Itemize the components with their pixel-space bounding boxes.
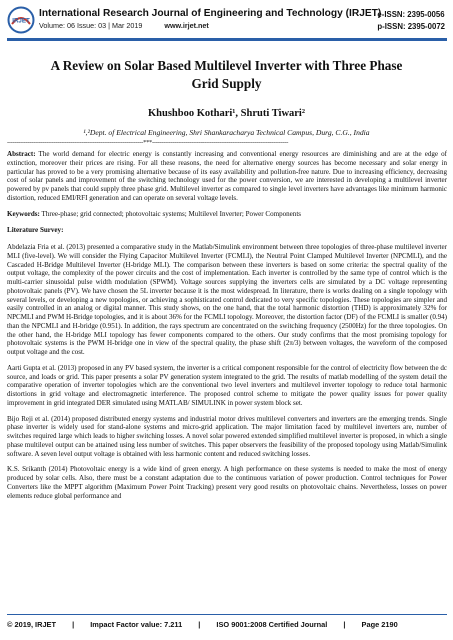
journal-header (7, 6, 447, 36)
header-rule (7, 38, 447, 41)
volume-info: Volume: 06 Issue: 03 | Mar 2019 (39, 21, 143, 30)
issn-block (377, 9, 445, 33)
paragraph: Bijo Reji et al. (2014) proposed distributed energy systems and industrial motor drives multilevel converters and inverters are the emerging trends. Single phase inverter is widely used for stand-alone systems and micro-grid application. The major limitation faced by multilevel inverters are, number of switches required large which leads to higher switching losses. A novel solar powered extended simplified multilevel inverter is proposed, in which a single phase multilevel output can be attained using less number of switches. This paper observers the feasibility of the proposed topology using Matlab/Simulink software. A seven level output voltage is obtained with less harmonic content and reduced switching losses. (7, 414, 447, 458)
journal-website[interactable]: www.irjet.net (164, 21, 209, 30)
paragraph: K.S. Srikanth (2014) Photovoltaic energy is a wide kind of green energy. A high performance on these systems is needed to make the most of energy produced by solar cells. Also, there must be a constant adaptation due to the continuous variation of power production. Control techniques for Power Converters like the MPPT algorithm (Maximum Power Point Tracking) present very good results on photovoltaic chains. Nevertheless, losses on power elements reduce global performance and (7, 465, 447, 500)
abstract-label: Abstract: (7, 150, 36, 158)
keywords (7, 210, 447, 219)
section-heading: Literature Survey: (7, 226, 64, 235)
paragraph: Abdelazia Fria et al. (2013) presented a comparative study in the Matlab/Simulink environment between three topologies of three-phase multilevel inverter MLI (five-level). We will consider the Flying Capacitor Multilevel Inverter (FCMLI), the Neutral Point Clamped Multilevel Inverter (NPCMLI), and the Cascaded H-Bridge Multilevel Inverter (H-bridge MLI). The comparison between these inverters is based on some criteria: the spectral quality of the output voltage, the complexity of the power circuits and the cost of implementation. Each inverter is controlled by the same type of control which is the multi-carrier sinusoidal pulse width modulation (SPWM). Voltage sources supplying the inverters cells are simulated by a DC voltage representing photovoltaic panels (PV). We have chosen the 5L inverter because it is the most widespread. In literature, there is works dealing on a single topology with several levels, or developing a new topologies, or achieving a sophisticated control dedicated to very specific topologies. These topologies are simpler and easily controlled in an analog or digital manner. This study shows, on the one hand, that the total harmonic distortion (THD) is approximately 32% for NPCMLI and PWM H-Bridge topologies, and it is about 36% for the FCMLI topology. Moreover, the distortion factor (DF) of the FCMLI is smaller (0.94) than the NPCMLI and H-bridge (0.951). In addition, the rays spectrum are concentrated on the switching frequency (2500Hz) for the three topologies. On the other hand, the H-bridge MLI topology has fewer components compared to the others. Our study confirms that the most promising topology for photovoltaic systems is the PWM H-bridge one in view of the spectral quality, the phase shift (2π/3) between voltages, the waveform of the composed output voltage and the cost. (7, 243, 447, 356)
journal-name: International Research Journal of Engineering and Technology (IRJET) (39, 8, 382, 19)
section-separator: -------------------------------------------------------------------------***------------------------------------------------------------------------- (7, 139, 289, 146)
paragraph: Aarti Gupta et al. (2013) proposed in any PV based system, the inverter is a critical component responsible for the control of electricity flow between the dc source, and loads or grid. This paper presents a solar PV generation system integrated to the grid. The results of matlab modelling of the system detail the comparative operation of inverter topologies which are the conventional two level inverters and multilevel inverter topology to reduce total harmonic distortions in grid voltage and electromagnetic interference. The proposed control scheme to mitigate the power quality issues for power quality improvement in grid integrated DER simulated using MATLAB/ SIMULINK in power system block set. (7, 363, 447, 407)
abstract (7, 150, 447, 203)
paper-title (30, 57, 423, 93)
authors: Khushboo Kothari¹, Shruti Tiwari² (147, 108, 306, 119)
title-line-1: A Review on Solar Based Multilevel Inverter with Three Phase (50, 58, 403, 73)
e-issn: e-ISSN: 2395-0056 (377, 10, 445, 19)
footer-page-number: Page 2190 (361, 620, 398, 629)
keywords-label: Keywords: (7, 209, 40, 218)
footer-separator: | (343, 620, 346, 629)
keywords-text: Three-phase; grid connected; photovoltaic systems; Multilevel Inverter; Power Components (39, 209, 302, 218)
footer-separator: | (198, 620, 201, 629)
footer-separator: | (72, 620, 75, 629)
footer-rule (7, 614, 447, 615)
footer-iso: ISO 9001:2008 Certified Journal (216, 620, 328, 629)
title-line-2: Grid Supply (191, 76, 262, 91)
p-issn: p-ISSN: 2395-0072 (377, 22, 445, 31)
logo-text: IRJET (12, 17, 30, 25)
irjet-logo (7, 6, 35, 34)
abstract-text: The world demand for electric energy is constantly increasing and conventional energy resources are diminishing and are at the edge of extinction, moreover their prices are rising. For all these reasons, the need for alternative energy sources has become necessary and solar energy in particular has proved to be a very promising alternative because of its easy availability and pollution-free nature. Due to increasing efficiency, decreasing cost of solar panels and improvement of the switching technology used for the power conversion, we are interested in developing a multilevel inverter powered by pv panels that could supply three phase grid. Multilevel inverter as compared to single level inverters have advantages like minimum harmonic distortion, reduced EMI/RFI generation and can operate on several voltage levels. (7, 150, 447, 202)
footer-copyright: © 2019, IRJET (7, 620, 56, 629)
footer-impact-factor: Impact Factor value: 7.211 (90, 620, 183, 629)
affiliation: ¹,²Dept. of Electrical Engineering, Shri Shankaracharya Technical Campus, Durg, C.G., India (83, 128, 370, 137)
paper-body (7, 150, 447, 507)
page-footer (7, 620, 447, 629)
